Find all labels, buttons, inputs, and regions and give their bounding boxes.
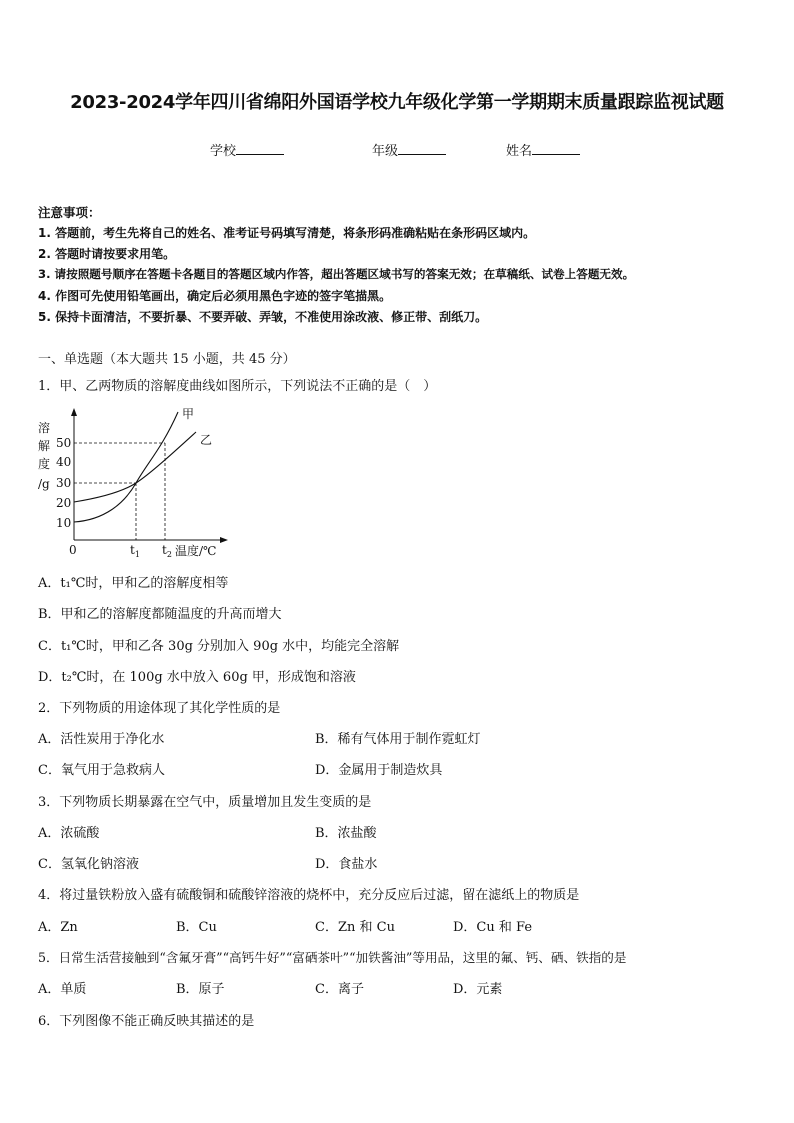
q1-option-b[interactable]: B．甲和乙的溶解度都随温度的升高而增大 (38, 607, 282, 622)
q5-option-c[interactable]: C．离子 (315, 982, 364, 997)
x-tick-t1: $t_1$ (130, 543, 140, 559)
series-jia-curve (74, 412, 178, 522)
q5-option-d[interactable]: D．元素 (453, 982, 503, 997)
series-jia-label: 甲 (182, 407, 195, 421)
q2-stem: 2．下列物质的用途体现了其化学性质的是 (38, 701, 281, 716)
ylabel-char: 度 (38, 457, 51, 471)
y-tick-label: 10 (56, 516, 72, 530)
y-axis-arrow (71, 408, 77, 416)
ylabel-char: 解 (38, 439, 51, 453)
q1-option-a[interactable]: A．t₁℃时，甲和乙的溶解度相等 (38, 576, 229, 591)
y-tick-label: 50 (56, 436, 72, 450)
q1-stem: 1．甲、乙两物质的溶解度曲线如图所示，下列说法不正确的是（ ） (38, 379, 437, 394)
q3-option-a[interactable]: A．浓硫酸 (38, 826, 100, 841)
x-tick-t2: $t_2$ (162, 543, 172, 559)
q4-option-b[interactable]: B．Cu (176, 920, 217, 935)
series-yi-label: 乙 (200, 433, 213, 447)
q5-stem: 5．日常生活营接触到“含氟牙膏”“高钙牛好”“富硒茶叶”“加铁酱油”等用品，这里的氟、钙、硒、铁指的是 (38, 950, 627, 965)
q3-stem: 3．下列物质长期暴露在空气中，质量增加且发生变质的是 (38, 795, 372, 810)
y-tick-label: 40 (56, 455, 72, 469)
section-heading: 一、单选题（本大题共 15 小题，共 45 分） (38, 352, 296, 367)
q3-option-c[interactable]: C．氢氧化钠溶液 (38, 857, 139, 872)
x-axis-label: 温度/℃ (175, 544, 217, 558)
q4-stem: 4．将过量铁粉放入盛有硫酸铜和硫酸锌溶液的烧杯中，充分反应后过滤，留在滤纸上的物质是 (38, 888, 580, 903)
student-info-fields (0, 140, 794, 160)
name-field[interactable] (506, 140, 580, 159)
q1-option-c[interactable]: C．t₁℃时，甲和乙各 30g 分别加入 90g 水中，均能完全溶解 (38, 639, 400, 654)
q2-option-d[interactable]: D．金属用于制造炊具 (315, 763, 443, 778)
q1-option-d[interactable]: D．t₂℃时，在 100g 水中放入 60g 甲，形成饱和溶液 (38, 670, 356, 685)
q2-option-a[interactable]: A．活性炭用于净化水 (38, 732, 165, 747)
q4-option-d[interactable]: D．Cu 和 Fe (453, 920, 533, 935)
q2-option-c[interactable]: C．氧气用于急救病人 (38, 763, 165, 778)
q2-option-b[interactable]: B．稀有气体用于制作霓虹灯 (315, 732, 481, 747)
notes-heading: 注意事项： (38, 205, 101, 220)
solubility-chart (34, 404, 234, 564)
q4-option-c[interactable]: C．Zn 和 Cu (315, 920, 395, 935)
school-field[interactable] (210, 140, 284, 159)
note-item: 2. 答题时请按要求用笔。 (38, 247, 176, 261)
grade-label: 年级 (372, 144, 399, 159)
name-label: 姓名 (506, 144, 533, 159)
grade-blank[interactable] (398, 141, 446, 155)
note-item: 1. 答题前，考生先将自己的姓名、准考证号码填写清楚，将条形码准确粘贴在条形码区域内。 (38, 226, 536, 240)
origin-label: 0 (69, 543, 77, 557)
grade-field[interactable] (372, 140, 446, 159)
q6-stem: 6．下列图像不能正确反映其描述的是 (38, 1014, 255, 1029)
q4-option-a[interactable]: A．Zn (38, 920, 78, 935)
q3-option-b[interactable]: B．浓盐酸 (315, 826, 377, 841)
note-item: 3. 请按照题号顺序在答题卡各题目的答题区域内作答，超出答题区域书写的答案无效；在草稿纸、试卷上答题无效。 (38, 267, 635, 281)
page-title: 2023-2024学年四川省绵阳外国语学校九年级化学第一学期期末质量跟踪监视试题 (70, 92, 724, 113)
x-axis-arrow (220, 537, 228, 543)
q5-option-b[interactable]: B．原子 (176, 982, 225, 997)
note-item: 5. 保持卡面清洁，不要折暴、不要弄破、弄皱，不准使用涂改液、修正带、刮纸刀。 (38, 310, 488, 324)
q3-option-d[interactable]: D．食盐水 (315, 857, 378, 872)
series-yi-curve (74, 432, 196, 502)
y-tick-label: 20 (56, 496, 72, 510)
school-label: 学校 (210, 144, 237, 159)
q5-option-a[interactable]: A．单质 (38, 982, 87, 997)
note-item: 4. 作图可先使用铅笔画出，确定后必须用黑色字迹的签字笔描黑。 (38, 289, 392, 303)
y-tick-label: 30 (56, 476, 72, 490)
school-blank[interactable] (236, 141, 284, 155)
ylabel-char: /g (38, 477, 50, 491)
name-blank[interactable] (532, 141, 580, 155)
ylabel-char: 溶 (38, 421, 51, 435)
